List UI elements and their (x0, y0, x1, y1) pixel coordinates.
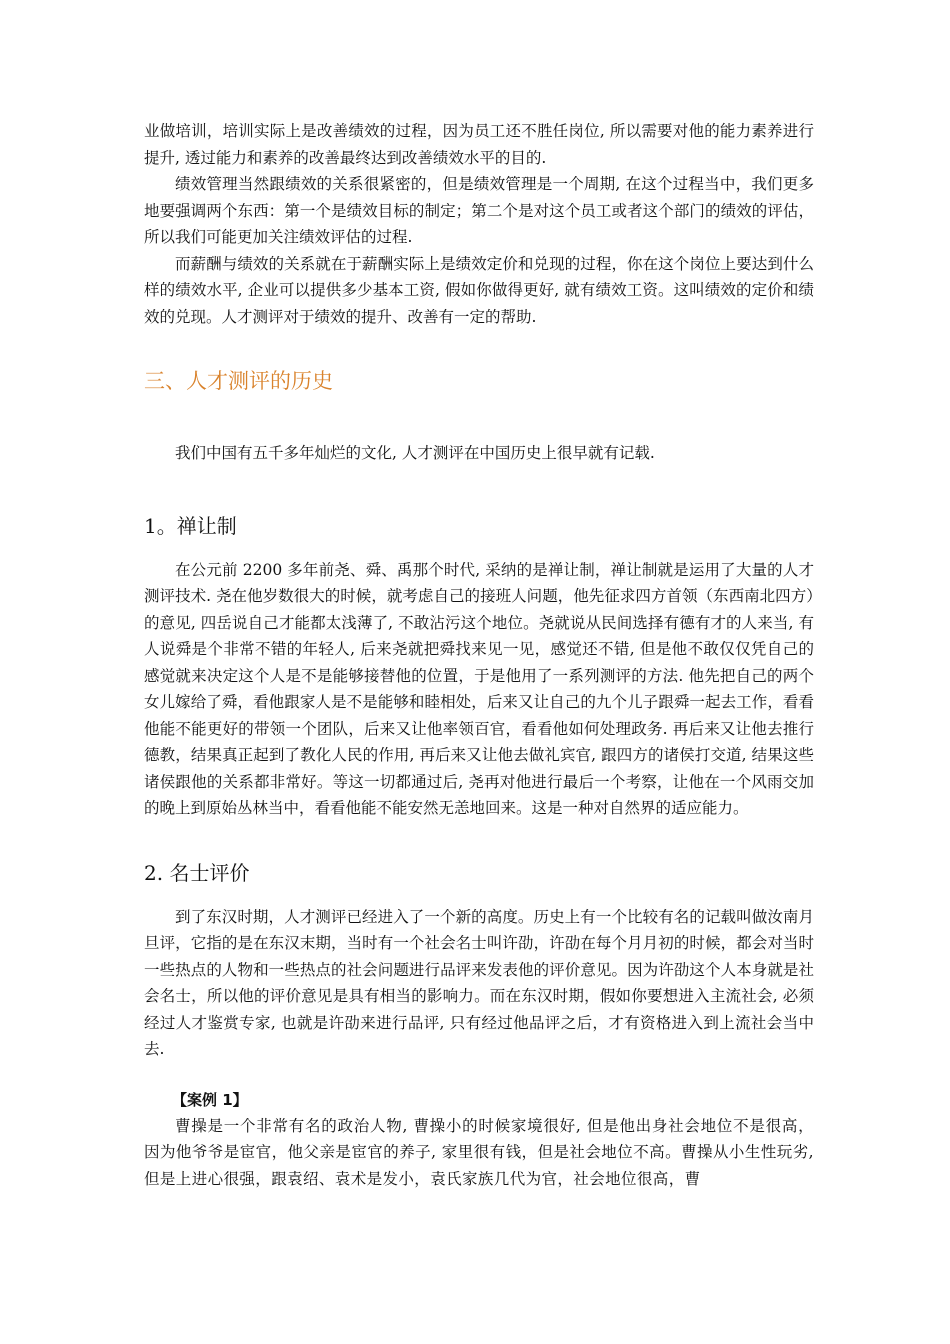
subsection-1-title: 1。禅让制 (144, 513, 237, 538)
subsection-2-title: 2. 名士评价 (144, 860, 250, 885)
document-page (144, 118, 814, 1192)
intro-paragraph-1: 业做培训，培训实际上是改善绩效的过程，因为员工还不胜任岗位, 所以需要对他的能力素养进行提升, 透过能力和素养的改善最终达到改善绩效水平的目的. (144, 122, 814, 167)
subsection-2-body: 到了东汉时期，人才测评已经进入了一个新的高度。历史上有一个比较有名的记载叫做汝南月旦评，它指的是在东汉末期，当时有一个社会名士叫许劭，许劭在每个月月初的时候，都会对当时一些热点的人物和一些热点的社会问题进行品评来发表他的评价意见。因为许劭这个人本身就是社会名士，所以他的评价意见是具有相当的影响力。而在东汉时期，假如你要想进入主流社会, 必须经过人才鉴赏专家, 也就是许劭来进行品评, 只有经过他品评之后，才有资格进入到上流社会当中去. (144, 907, 814, 1058)
intro-paragraph-3: 而薪酬与绩效的关系就在于薪酬实际上是绩效定价和兑现的过程，你在这个岗位上要达到什么样的绩效水平, 企业可以提供多少基本工资, 假如你做得更好, 就有绩效工资。这叫绩效的定价和绩效的兑现。人才测评对于绩效的提升、改善有一定的帮助. (144, 254, 814, 326)
section-3-title: 三、人才测评的历史 (144, 369, 333, 393)
intro-paragraph-2: 绩效管理当然跟绩效的关系很紧密的，但是绩效管理是一个周期, 在这个过程当中，我们更多地要强调两个东西：第一个是绩效目标的制定；第二个是对这个员工或者这个部门的绩效的评估，所以我们可能更加关注绩效评估的过程. (144, 175, 814, 246)
case-1-label: 【案例 1】 (172, 1090, 248, 1109)
subsection-1-body: 在公元前 2200 多年前尧、舜、禹那个时代, 采纳的是禅让制，禅让制就是运用了大量的人才测评技术. 尧在他岁数很大的时候，就考虑自己的接班人问题，他先征求四方首领（东西南北四方）的意见, 四岳说自己才能都太浅薄了, 不敢沾污这个地位。尧就说从民间选择有德有才的人来当, 有人说舜是个非常不错的年轻人, 后来尧就把舜找来见一见，感觉还不错, 但是他不敢仅仅凭自己的感觉就来决定这个人是不是能够接替他的位置，于是他用了一系列测评的方法. 他先把自己的两个女儿嫁给了舜，看他跟家人是不是能够和睦相处，后来又让自己的九个儿子跟舜一起去工作，看看他能不能更好的带领一个团队，后来又让他率领百官，看看他如何处理政务. 再后来又让他去推行德教，结果真正起到了教化人民的作用, 再后来又让他去做礼宾官, 跟四方的诸侯打交道, 结果这些诸侯跟他的关系都非常好。等这一切都通过后, 尧再对他进行最后一个考察，让他在一个风雨交加的晚上到原始丛林当中，看看他能不能安然无恙地回来。这是一种对自然界的适应能力。 (144, 560, 814, 817)
case-1-body: 曹操是一个非常有名的政治人物, 曹操小的时候家境很好, 但是他出身社会地位不是很高，因为他爷爷是宦官，他父亲是宦官的养子, 家里很有钱，但是社会地位不高。曹操从小生性玩劣, 但是上进心很强，跟袁绍、袁术是发小，袁氏家族几代为官，社会地位很高，曹 (144, 1116, 814, 1188)
section-3-intro: 我们中国有五千多年灿烂的文化, 人才测评在中国历史上很早就有记载. (175, 444, 655, 462)
